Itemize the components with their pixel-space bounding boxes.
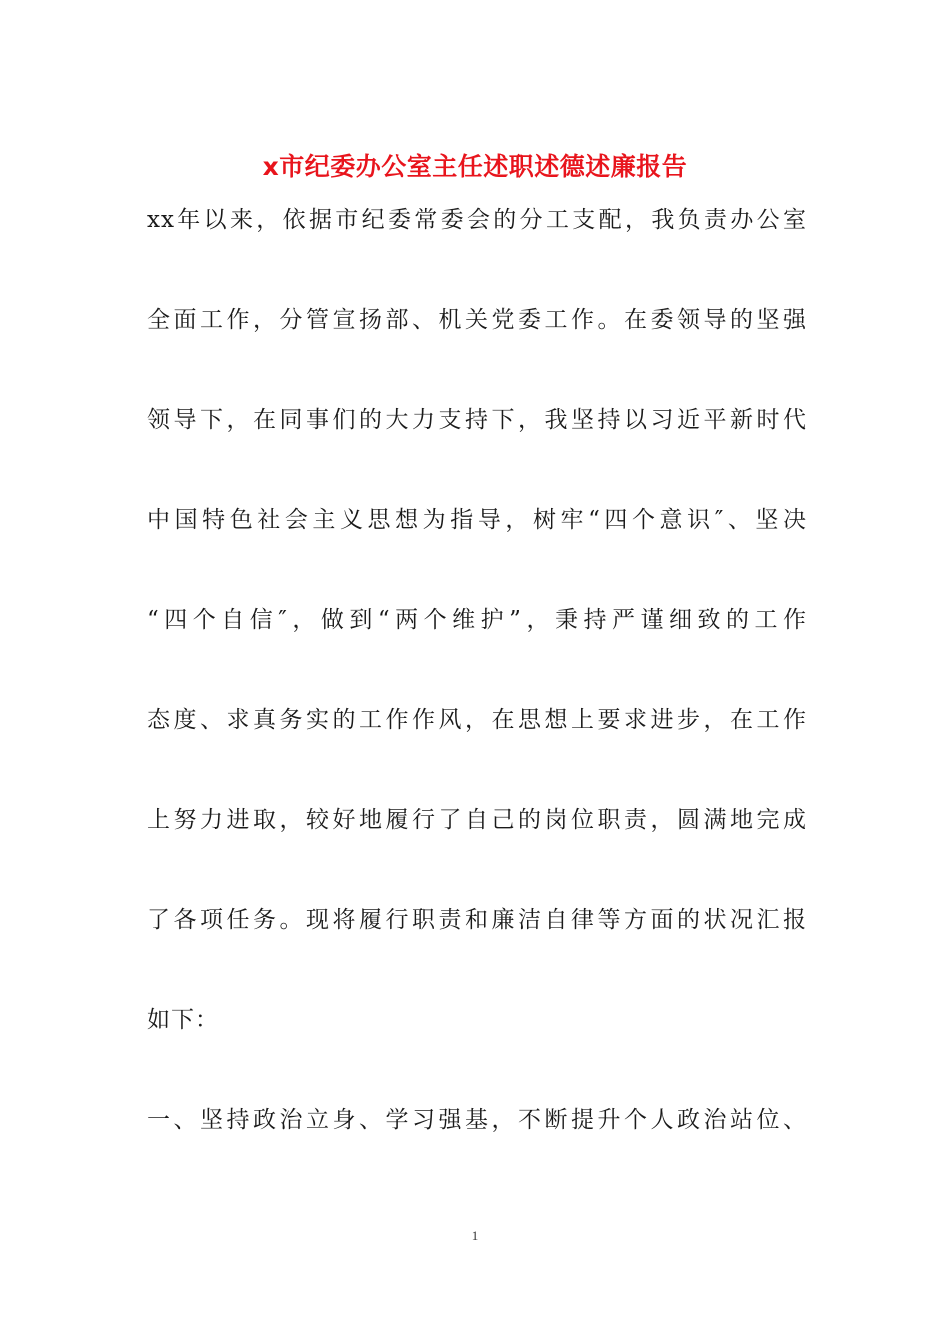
body-line-7: 上努力进取，较好地履行了自己的岗位职责，圆满地完成: [147, 807, 807, 833]
document-body: [147, 170, 807, 1170]
body-line-3: 领导下，在同事们的大力支持下，我坚持以习近平新时代: [147, 407, 807, 433]
section-heading-1: 一、坚持政治立身、学习强基，不断提升个人政治站位、: [147, 1107, 807, 1133]
body-line-2: 全面工作，分管宣扬部、机关党委工作。在委领导的坚强: [147, 307, 807, 333]
body-line-8: 了各项任务。现将履行职责和廉洁自律等方面的状况汇报: [147, 907, 807, 933]
page-number: 1: [471, 1228, 479, 1243]
body-line-1: xx年以来，依据市纪委常委会的分工支配，我负责办公室: [147, 207, 807, 233]
body-line-9: 如下：: [147, 1007, 219, 1033]
body-line-5: “四个自信″，做到“两个维护”，秉持严谨细致的工作: [147, 607, 807, 633]
body-line-4: 中国特色社会主义思想为指导，树牢“四个意识″、坚决: [147, 507, 807, 533]
body-line-6: 态度、求真务实的工作作风，在思想上要求进步，在工作: [147, 707, 807, 733]
document-title: x市纪委办公室主任述职述德述廉报告: [262, 151, 688, 181]
